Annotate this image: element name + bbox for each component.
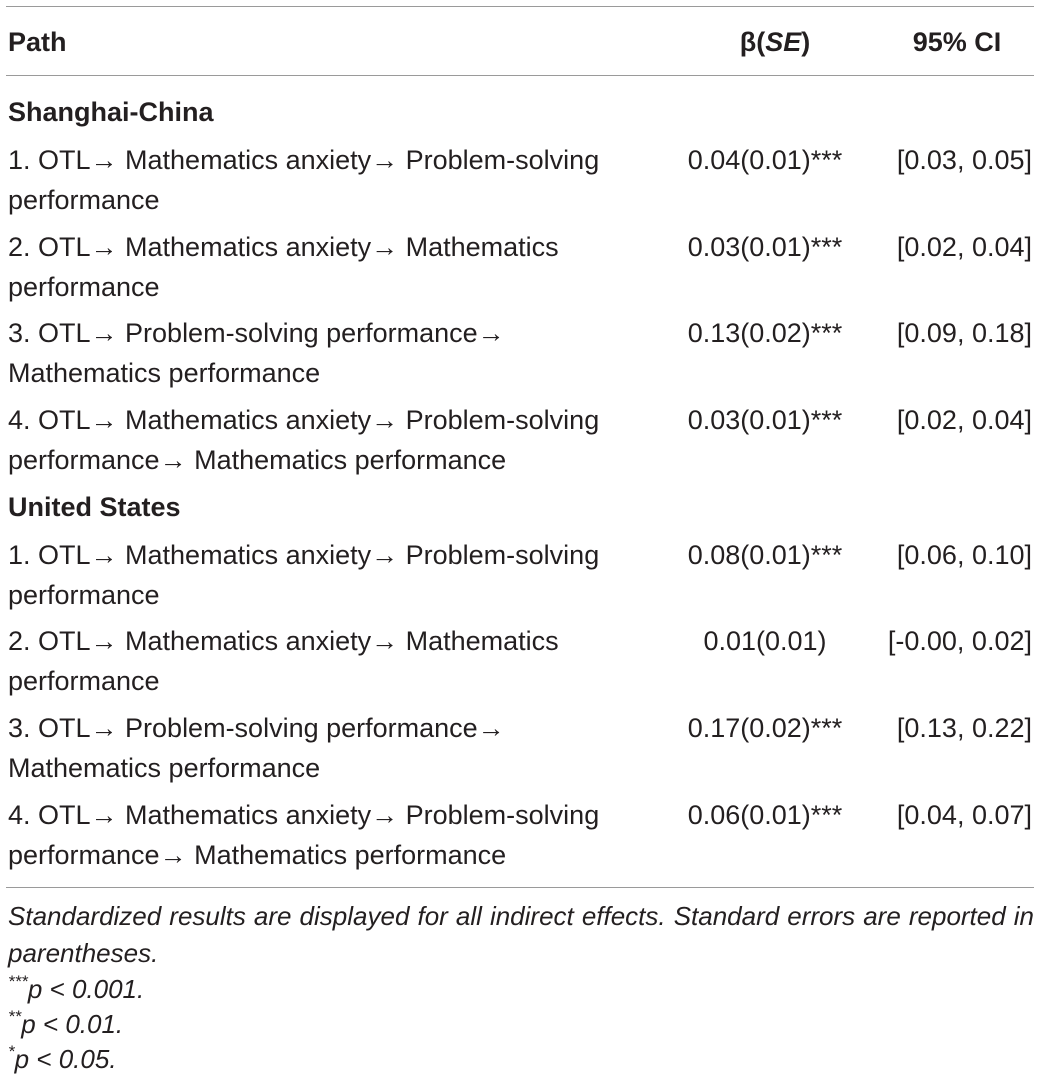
section-title-united-states: United States <box>8 492 181 522</box>
row-path: 4. OTL→ Mathematics anxiety→ Problem-solving performance→ Mathematics performance <box>8 405 600 475</box>
table-row <box>0 227 1040 307</box>
row-ci: [0.04, 0.07] <box>896 800 1032 830</box>
footnote-significance <box>8 1007 1034 1042</box>
table-row <box>0 313 1040 393</box>
footnote-significance <box>8 1042 1034 1077</box>
footnote-stars: * <box>8 1042 15 1061</box>
row-ci: [0.02, 0.04] <box>896 232 1032 262</box>
footnote-text: p < 0.01. <box>21 1009 124 1039</box>
row-beta: 0.17(0.02)*** <box>687 713 843 743</box>
table-top-rule <box>6 6 1034 7</box>
row-ci: [0.09, 0.18] <box>896 318 1032 348</box>
row-ci: [0.13, 0.22] <box>896 713 1032 743</box>
table-footnotes <box>8 898 1034 1077</box>
header-path: Path <box>8 27 67 57</box>
table-row <box>0 535 1040 615</box>
row-path: 3. OTL→ Problem-solving performance→ Mathematics performance <box>8 318 505 388</box>
row-beta: 0.06(0.01)*** <box>687 800 843 830</box>
footnote-significance <box>8 972 1034 1007</box>
row-path: 2. OTL→ Mathematics anxiety→ Mathematics performance <box>8 626 559 696</box>
header-ci: 95% CI <box>912 27 1002 57</box>
row-path: 1. OTL→ Mathematics anxiety→ Problem-solving performance <box>8 145 600 215</box>
row-beta: 0.03(0.01)*** <box>687 405 843 435</box>
table-row <box>0 621 1040 701</box>
section-title-shanghai: Shanghai-China <box>8 97 214 127</box>
table-bottom-rule <box>6 887 1034 888</box>
row-beta: 0.13(0.02)*** <box>687 318 843 348</box>
row-path: 2. OTL→ Mathematics anxiety→ Mathematics performance <box>8 232 559 302</box>
footnote-text: p < 0.05. <box>14 1044 117 1074</box>
row-ci: [0.06, 0.10] <box>896 540 1032 570</box>
header-beta-symbol: β( <box>739 27 766 57</box>
table-row <box>0 140 1040 220</box>
table-row <box>0 795 1040 875</box>
row-ci: [0.02, 0.04] <box>896 405 1032 435</box>
footnote-stars: ** <box>8 1007 22 1026</box>
header-beta-se: SE <box>765 27 802 57</box>
footnote-main: Standardized results are displayed for all indirect effects. Standard errors are reported in parentheses. <box>8 901 1034 968</box>
row-ci: [-0.00, 0.02] <box>887 626 1032 656</box>
row-beta: 0.03(0.01)*** <box>687 232 843 262</box>
footnote-stars: *** <box>8 972 28 991</box>
table-row <box>0 400 1040 480</box>
table-row <box>0 708 1040 788</box>
footnote-text: p < 0.001. <box>27 974 145 1004</box>
table-header-rule <box>6 75 1034 76</box>
row-path: 3. OTL→ Problem-solving performance→ Mathematics performance <box>8 713 505 783</box>
row-path: 1. OTL→ Mathematics anxiety→ Problem-solving performance <box>8 540 600 610</box>
row-beta: 0.08(0.01)*** <box>687 540 843 570</box>
header-beta <box>720 26 830 58</box>
row-ci: [0.03, 0.05] <box>896 145 1032 175</box>
header-beta-close: ) <box>801 27 811 57</box>
row-path: 4. OTL→ Mathematics anxiety→ Problem-solving performance→ Mathematics performance <box>8 800 600 870</box>
row-beta: 0.01(0.01) <box>703 626 827 656</box>
row-beta: 0.04(0.01)*** <box>687 145 843 175</box>
